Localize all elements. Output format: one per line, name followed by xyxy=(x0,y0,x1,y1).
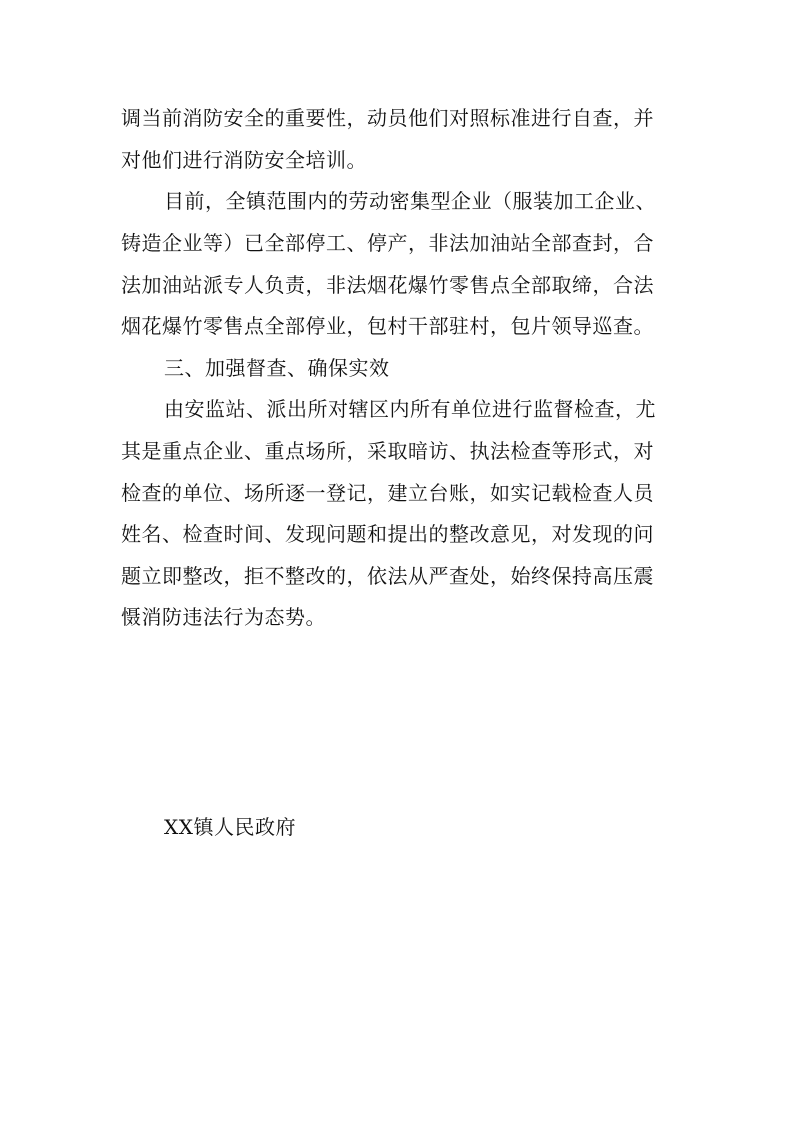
body-text-line: 其是重点企业、重点场所，采取暗访、执法检查等形式，对 xyxy=(121,439,654,463)
body-text-line: 铸造企业等）已全部停工、停产，非法加油站全部查封，合 xyxy=(121,231,654,255)
body-text-line: 检查的单位、场所逐一登记，建立台账，如实记载检查人员 xyxy=(121,481,654,505)
body-text-line: 题立即整改，拒不整改的，依法从严查处，始终保持高压震 xyxy=(121,564,654,588)
signature-line: XX镇人民政府 xyxy=(164,815,296,839)
section-heading: 三、加强督查、确保实效 xyxy=(164,356,390,380)
body-text-line: 对他们进行消防安全培训。 xyxy=(121,148,367,172)
body-text-line: 调当前消防安全的重要性，动员他们对照标准进行自查，并 xyxy=(121,106,654,130)
body-text-line: 烟花爆竹零售点全部停业，包村干部驻村，包片领导巡查。 xyxy=(121,314,654,338)
body-text-line: 法加油站派专人负责，非法烟花爆竹零售点全部取缔，合法 xyxy=(121,273,654,297)
body-text-line: 慑消防违法行为态势。 xyxy=(121,605,326,629)
body-text-line: 由安监站、派出所对辖区内所有单位进行监督检查，尤 xyxy=(164,397,656,421)
body-text-line: 姓名、检查时间、发现问题和提出的整改意见，对发现的问 xyxy=(121,522,654,546)
body-text-line: 目前，全镇范围内的劳动密集型企业（服装加工企业、 xyxy=(164,189,656,213)
